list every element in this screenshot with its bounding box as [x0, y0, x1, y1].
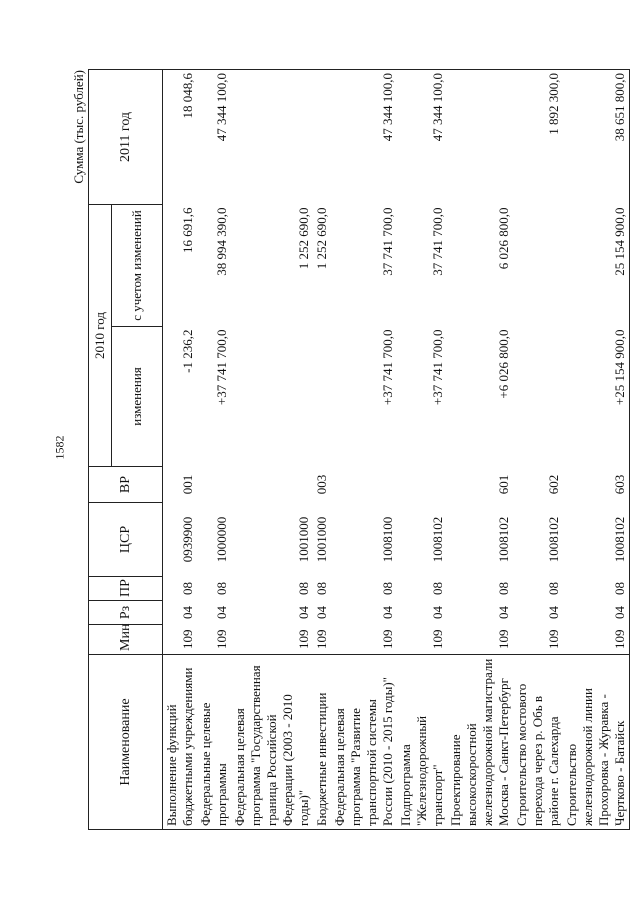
- cell-name: Строительство железнодорожной линии Прохоровка - Журавка - Чертково - Батайск: [563, 655, 630, 830]
- cell-vr: 601: [496, 474, 511, 495]
- cell-csr: 1008102: [546, 516, 561, 563]
- cell-pr: 08: [546, 582, 561, 595]
- cell-rz: 04: [214, 606, 229, 619]
- header-rz: Рз: [89, 601, 163, 625]
- cell-with-changes: 1 252 690,0: [314, 207, 329, 270]
- cell-changes: [231, 327, 313, 467]
- header-min: Мин: [89, 625, 163, 655]
- cell-rz: 04: [314, 606, 329, 619]
- cell-min: 109: [180, 629, 195, 649]
- header-year-2011: 2011 год: [89, 70, 163, 205]
- cell-with-changes: 38 994 390,0: [214, 207, 229, 276]
- cell-rz: 04: [380, 606, 395, 619]
- cell-name: Федеральные целевые программы: [197, 655, 231, 830]
- cell-vr: [331, 467, 397, 503]
- table-row: [197, 70, 231, 830]
- cell-rz: 04: [546, 606, 561, 619]
- cell-y2011: 47 344 100,0: [331, 70, 397, 205]
- cell-changes: +25 154 900,0: [563, 327, 630, 467]
- cell-y2011: 18 048,6: [163, 70, 198, 205]
- cell-min: 109: [380, 629, 395, 649]
- cell-pr: 08: [430, 582, 445, 595]
- cell-name: Подпрограмма "Железнодорожный транспорт": [397, 655, 447, 830]
- cell-csr: 1008100: [380, 516, 395, 563]
- table-row: [313, 70, 331, 830]
- cell-min: 109: [314, 629, 329, 649]
- cell-rz: 04: [563, 601, 630, 625]
- header-pr: ПР: [89, 577, 163, 601]
- cell-y2011: 38 651 800,0: [563, 70, 630, 205]
- cell-y2011: 1 892 300,0: [513, 70, 563, 205]
- table-row: [231, 70, 313, 830]
- cell-changes: +6 026 800,0: [496, 329, 511, 399]
- cell-name: Федеральная целевая программа "Развитие транспортной системы России (2010 - 2015 годы)": [331, 655, 397, 830]
- table-row: [513, 70, 563, 830]
- cell-pr: 08: [214, 582, 229, 595]
- cell-rz: 04: [430, 606, 445, 619]
- cell-name: Строительство мостового перехода через р. Обь в районе г. Салехарда: [513, 655, 563, 830]
- cell-vr: [231, 467, 313, 503]
- cell-name: Федеральная целевая программа "Государственная граница Российской Федерации (2003 - 2010 годы)": [231, 655, 313, 830]
- cell-csr: 1001000: [296, 516, 311, 563]
- header-changes: изменения: [112, 327, 163, 467]
- cell-y2011: 47 344 100,0: [397, 70, 447, 205]
- cell-rz: 04: [496, 606, 511, 619]
- cell-vr: 602: [546, 474, 561, 495]
- header-csr: ЦСР: [89, 503, 163, 577]
- header-name: Наименование: [89, 655, 163, 830]
- cell-vr: 003: [314, 474, 329, 495]
- cell-y2011: [313, 70, 331, 205]
- cell-vr: 001: [180, 474, 195, 495]
- cell-changes: [313, 327, 331, 467]
- cell-csr: 1008102: [563, 503, 630, 577]
- cell-name: Бюджетные инвестиции: [313, 655, 331, 830]
- cell-min: 109: [430, 629, 445, 649]
- cell-with-changes: 1 252 690,0: [296, 207, 311, 270]
- cell-min: 109: [296, 629, 311, 649]
- cell-min: 109: [496, 629, 511, 649]
- units-caption: Сумма (тыс. рублей): [71, 70, 86, 184]
- header-row-top: [89, 70, 112, 830]
- table-body: [163, 70, 630, 830]
- cell-rz: 04: [296, 606, 311, 619]
- cell-rz: 04: [180, 606, 195, 619]
- table-row: [563, 70, 630, 830]
- header-vr: ВР: [89, 467, 163, 503]
- cell-changes: [513, 327, 563, 467]
- cell-csr: 0939900: [180, 516, 195, 563]
- cell-pr: 08: [296, 582, 311, 595]
- cell-csr: 1008102: [430, 516, 445, 563]
- table-row: [331, 70, 397, 830]
- cell-pr: 08: [496, 582, 511, 595]
- header-year-2010: 2010 год: [89, 205, 112, 467]
- budget-table: [88, 69, 630, 830]
- cell-y2011: [231, 70, 313, 205]
- table-row: [397, 70, 447, 830]
- cell-changes: -1 236,2: [180, 329, 195, 373]
- table-row: [163, 70, 198, 830]
- cell-csr: 1000000: [214, 516, 229, 563]
- cell-vr: [197, 467, 231, 503]
- cell-changes: +37 741 700,0: [430, 329, 445, 406]
- cell-with-changes: 25 154 900,0: [563, 205, 630, 327]
- cell-pr: 08: [314, 582, 329, 595]
- cell-changes: +37 741 700,0: [380, 329, 395, 406]
- cell-vr: [397, 467, 447, 503]
- cell-pr: 08: [380, 582, 395, 595]
- cell-with-changes: 37 741 700,0: [380, 207, 395, 276]
- cell-min: 109: [214, 629, 229, 649]
- cell-y2011: 47 344 100,0: [197, 70, 231, 205]
- budget-sheet: [70, 70, 627, 830]
- cell-min: 109: [563, 625, 630, 655]
- cell-csr: 1001000: [314, 516, 329, 563]
- cell-pr: 08: [563, 577, 630, 601]
- header-with-changes: с учетом изменений: [112, 205, 163, 327]
- cell-y2011: [447, 70, 513, 205]
- cell-csr: 1008102: [496, 516, 511, 563]
- page-number: 1582: [52, 435, 67, 460]
- cell-name: Выполнение функций бюджетными учреждениями: [163, 655, 198, 830]
- table-row: [447, 70, 513, 830]
- cell-vr: 603: [563, 467, 630, 503]
- cell-with-changes: 6 026 800,0: [496, 207, 511, 270]
- cell-changes: +37 741 700,0: [214, 329, 229, 406]
- cell-name: Проектирование высокоскоростной железнодорожной магистрали Москва - Санкт-Петербург: [447, 655, 513, 830]
- cell-min: 109: [546, 629, 561, 649]
- cell-with-changes: 37 741 700,0: [430, 207, 445, 276]
- cell-with-changes: 16 691,6: [180, 207, 195, 253]
- cell-pr: 08: [180, 582, 195, 595]
- cell-with-changes: [513, 205, 563, 327]
